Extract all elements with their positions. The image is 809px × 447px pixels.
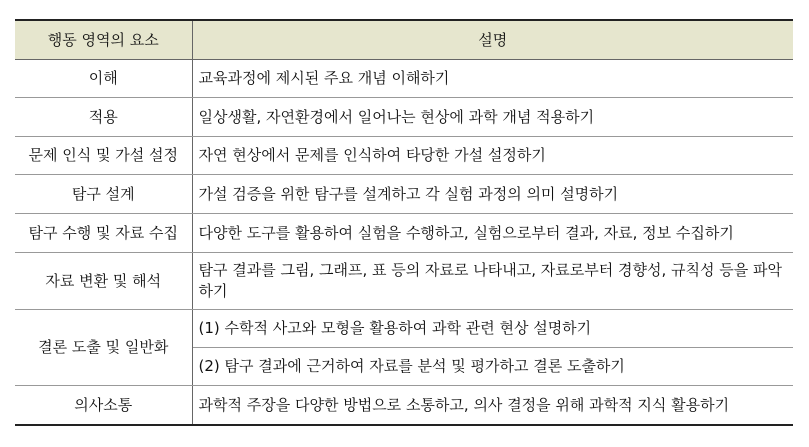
behavior-domain-table: [15, 19, 793, 426]
description-cell: 과학적 주장을 다양한 방법으로 소통하고, 의사 결정을 위해 과학적 지식 활용하기: [192, 386, 793, 426]
description-cell: (2) 탐구 결과에 근거하여 자료를 분석 및 평가하고 결론 도출하기: [192, 348, 793, 386]
element-cell: 문제 인식 및 가설 설정: [15, 137, 192, 175]
table-row: [15, 137, 793, 175]
table-row: [15, 310, 793, 348]
header-element: 행동 영역의 요소: [15, 20, 192, 60]
table-header-row: [15, 20, 793, 60]
table-row: [15, 98, 793, 137]
description-cell: 자연 현상에서 문제를 인식하여 타당한 가설 설정하기: [192, 137, 793, 175]
element-cell: 자료 변환 및 해석: [15, 253, 192, 310]
table-row: [15, 175, 793, 214]
element-cell: 이해: [15, 60, 192, 98]
description-cell: 교육과정에 제시된 주요 개념 이해하기: [192, 60, 793, 98]
description-cell: (1) 수학적 사고와 모형을 활용하여 과학 관련 현상 설명하기: [192, 310, 793, 348]
element-cell: 탐구 수행 및 자료 수집: [15, 214, 192, 253]
table-row: [15, 60, 793, 98]
element-cell: 의사소통: [15, 386, 192, 426]
header-description: 설명: [192, 20, 793, 60]
description-cell: 가설 검증을 위한 탐구를 설계하고 각 실험 과정의 의미 설명하기: [192, 175, 793, 214]
table-row: [15, 386, 793, 426]
description-cell: 다양한 도구를 활용하여 실험을 수행하고, 실험으로부터 결과, 자료, 정보 수집하기: [192, 214, 793, 253]
element-cell: 탐구 설계: [15, 175, 192, 214]
element-cell: 결론 도출 및 일반화: [15, 310, 192, 386]
description-cell: 일상생활, 자연환경에서 일어나는 현상에 과학 개념 적용하기: [192, 98, 793, 137]
table-row: [15, 253, 793, 310]
element-cell: 적용: [15, 98, 192, 137]
description-cell: 탐구 결과를 그림, 그래프, 표 등의 자료로 나타내고, 자료로부터 경향성, 규칙성 등을 파악하기: [192, 253, 793, 310]
table-row: [15, 214, 793, 253]
